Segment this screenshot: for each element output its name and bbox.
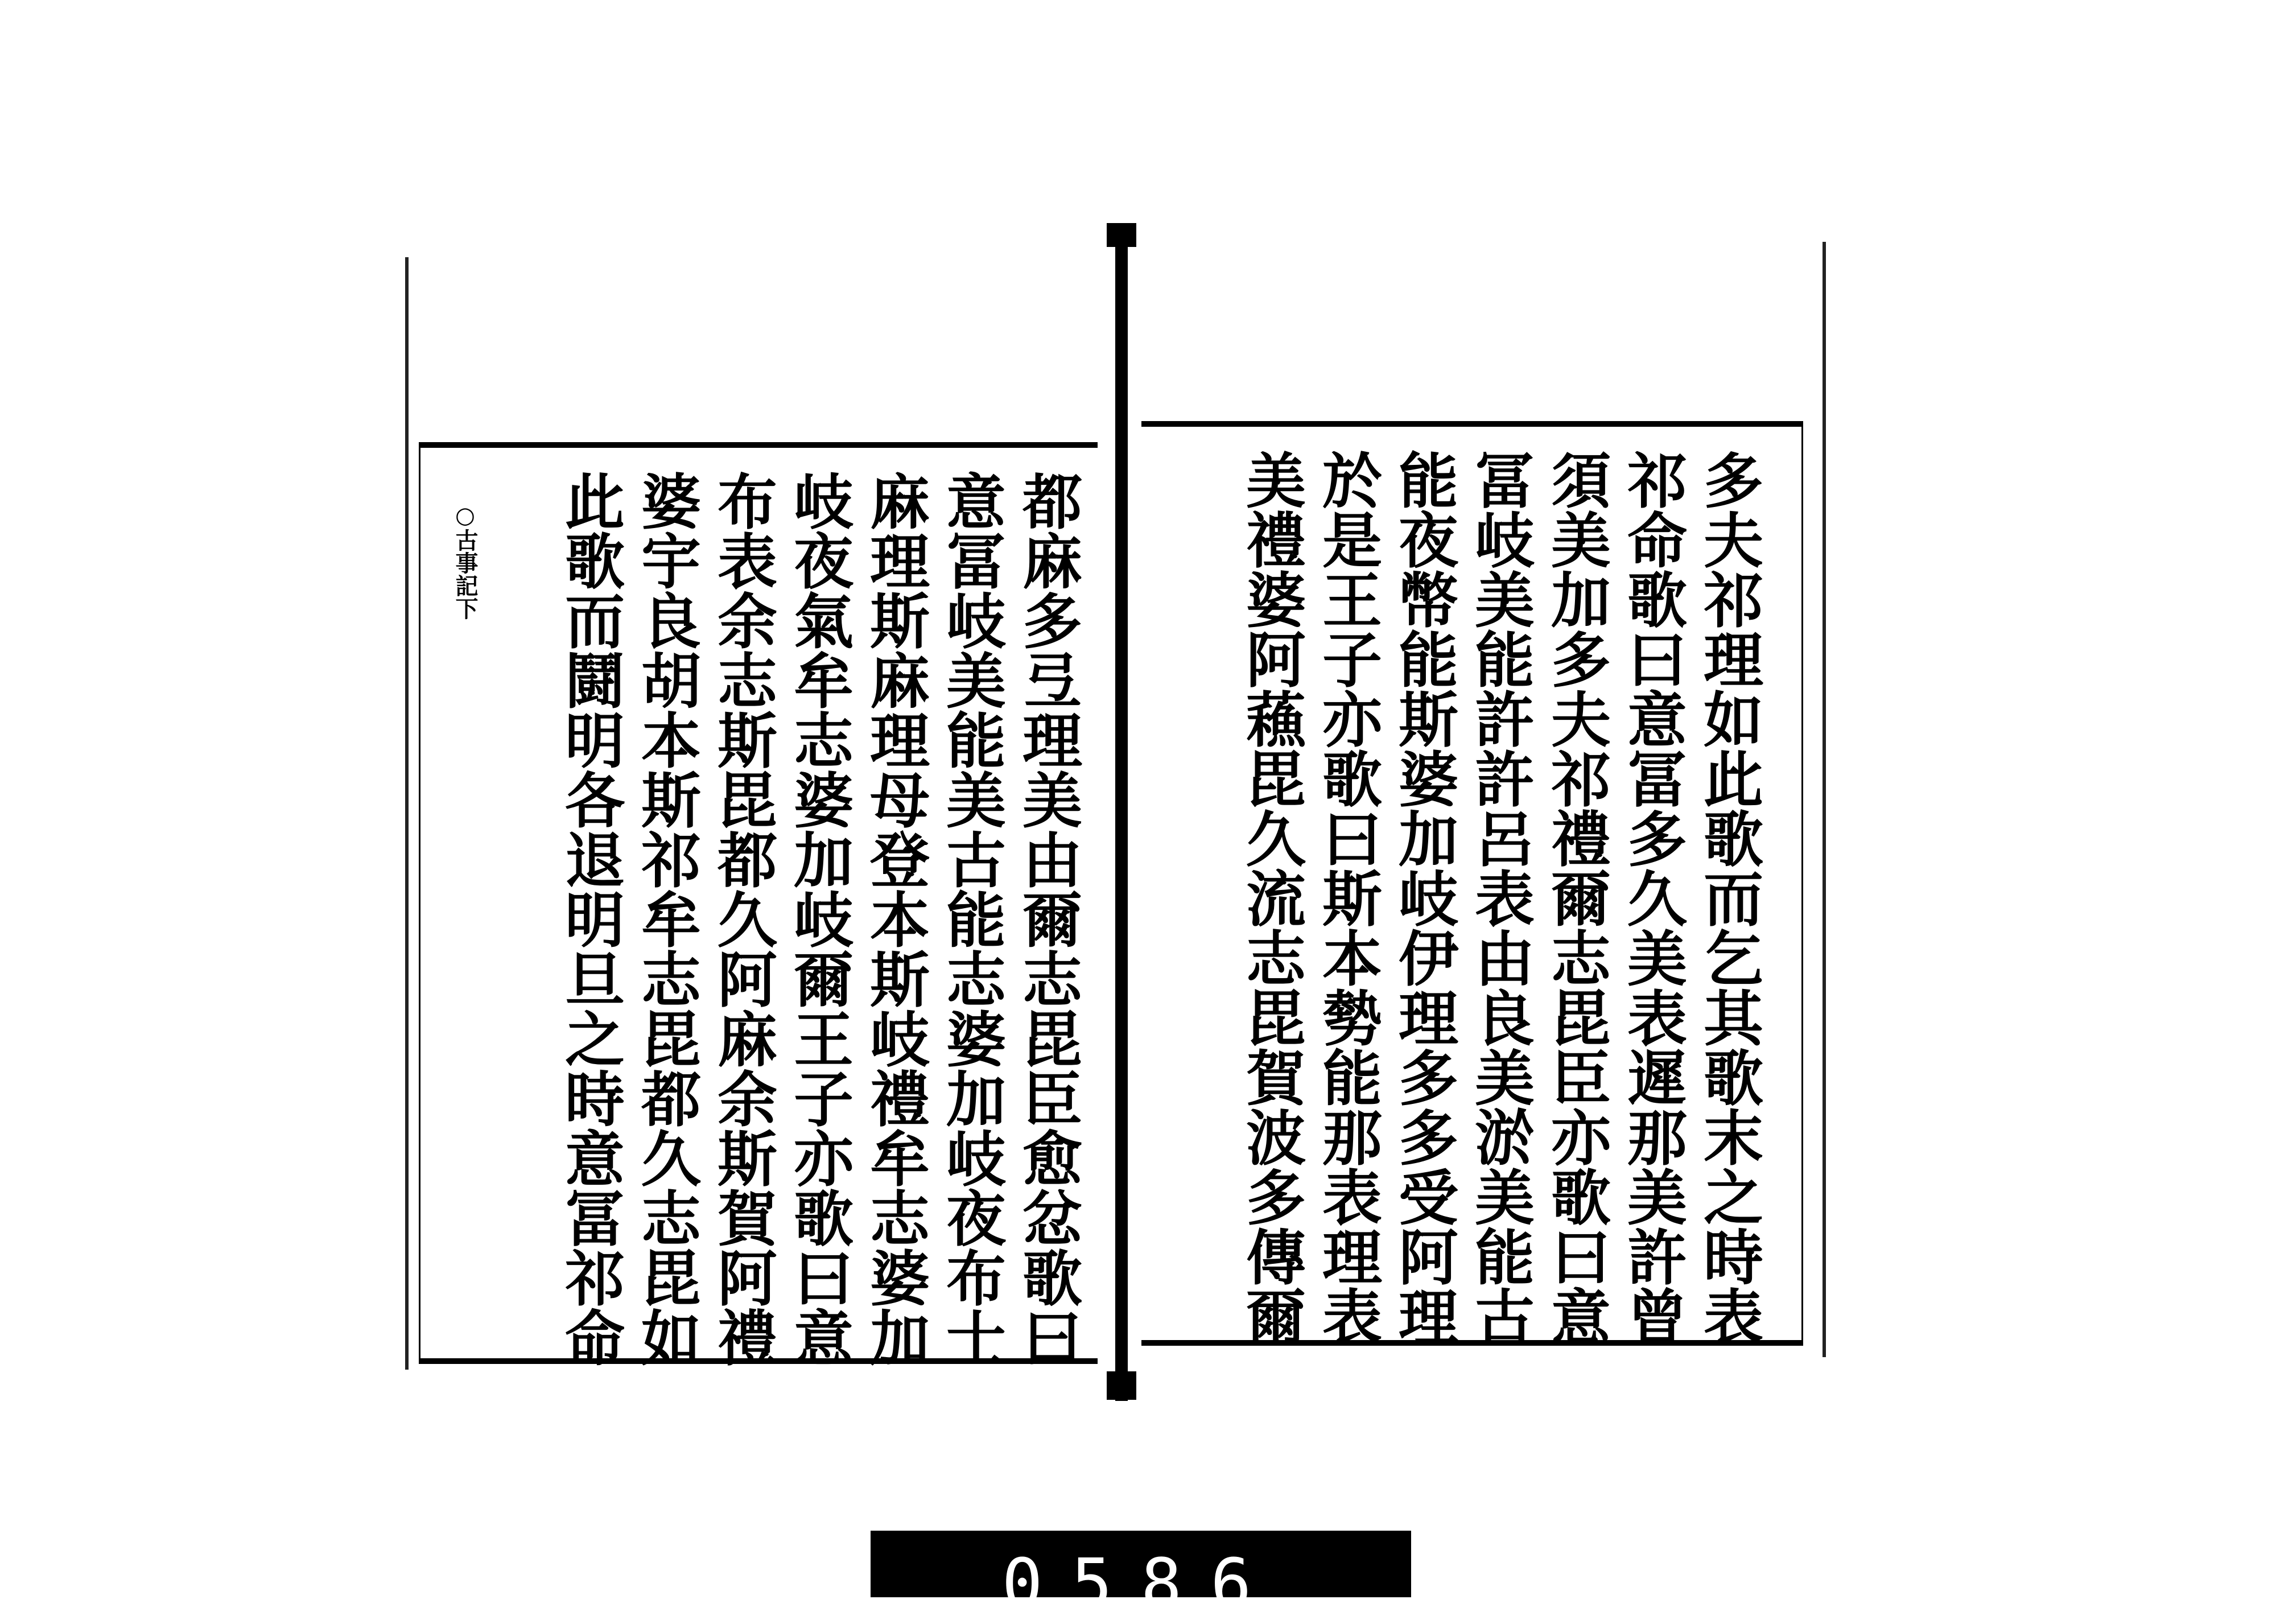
book-spine [1115, 223, 1128, 1401]
text-column: 冨岐美能許許呂表由良美淤美能古 [1465, 450, 1536, 1346]
text-column: 須美加多夫祁禮爾志毘臣亦歌曰意 [1541, 450, 1612, 1346]
text-column: 都麻多弖理美由爾志毘臣愈忿歌曰 [1013, 471, 1083, 1367]
right-text-frame [1141, 421, 1803, 1346]
spine-cap-top [1107, 223, 1136, 247]
text-column: 多夫祁理如此歌而乞其歌末之時表 [1694, 450, 1764, 1346]
catalog-label [871, 1531, 1411, 1624]
left-page [405, 257, 1102, 1370]
text-column: 意冨岐美能美古能志婆加岐夜布士 [937, 471, 1007, 1367]
running-header: ○古事記下 [452, 502, 479, 620]
text-column: 美禮婆阿蘓毘久流志毘賀波多傳爾 [1236, 450, 1307, 1346]
right-text-columns [1170, 450, 1762, 1346]
text-column: 能夜幣能斯婆加岐伊理多多受阿理 [1389, 450, 1459, 1346]
text-column: 婆宇良胡本斯祁牟志毘都久志毘如 [632, 471, 702, 1367]
left-text-frame [419, 442, 1098, 1367]
text-column: 麻理斯麻理母登本斯岐禮牟志婆加 [860, 471, 931, 1367]
text-column: 此歌而鬪明各退明旦之時意冨祁命 [555, 471, 626, 1367]
text-column: 祁命歌曰意冨多久美表遲那美許曾 [1618, 450, 1688, 1346]
right-page [1137, 242, 1826, 1357]
spine-cap-bottom [1107, 1371, 1136, 1400]
text-column: 於是王子亦歌曰斯本勢能那表理表 [1313, 450, 1383, 1346]
left-text-columns [494, 471, 1081, 1367]
text-column: 布表余志斯毘都久阿麻余斯賀阿禮 [708, 471, 778, 1367]
catalog-number: 0586 [1001, 1545, 1280, 1624]
text-column: 岐夜氣牟志婆加岐爾王子亦歌曰意 [784, 471, 855, 1367]
